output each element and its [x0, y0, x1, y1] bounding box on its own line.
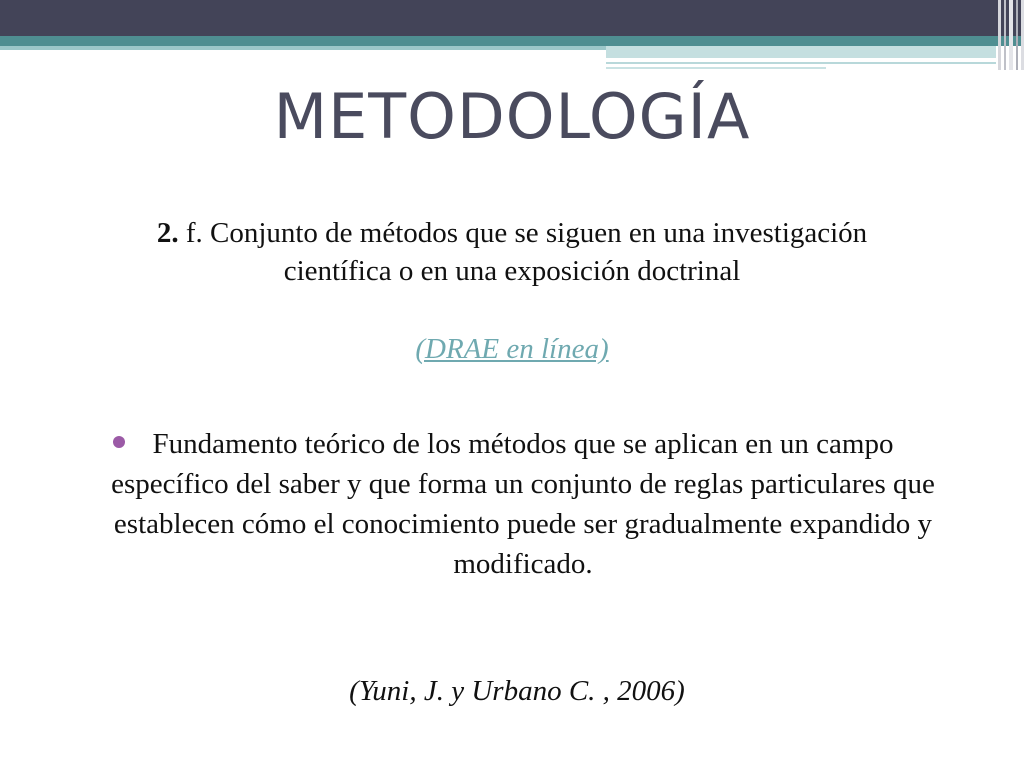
header-line-thin-short [606, 67, 826, 69]
header-band-teal [0, 36, 1024, 46]
definition-text [100, 214, 924, 290]
header-band-pale [606, 46, 996, 58]
header-line-thin [606, 62, 996, 64]
citation: (Yuni, J. y Urbano C. , 2006) [349, 675, 685, 707]
bullet-text: Fundamento teórico de los métodos que se aplican en un campo específico del saber y que forma un conjunto de reglas particulares que establecen cómo el conocimiento puede ser gradualmente expandido y modificado. [111, 428, 935, 580]
header-right-stripes [994, 0, 1024, 70]
slide-title: METODOLOGÍA [273, 80, 751, 153]
definition-body: f. Conjunto de métodos que se siguen en una investigación científica o en una exposición doctrinal [178, 217, 868, 287]
definition-number: 2. [156, 217, 179, 249]
header-band-light-teal [0, 46, 606, 50]
drae-link[interactable]: (DRAE en línea) [415, 333, 609, 365]
header-band-dark [0, 0, 1024, 36]
